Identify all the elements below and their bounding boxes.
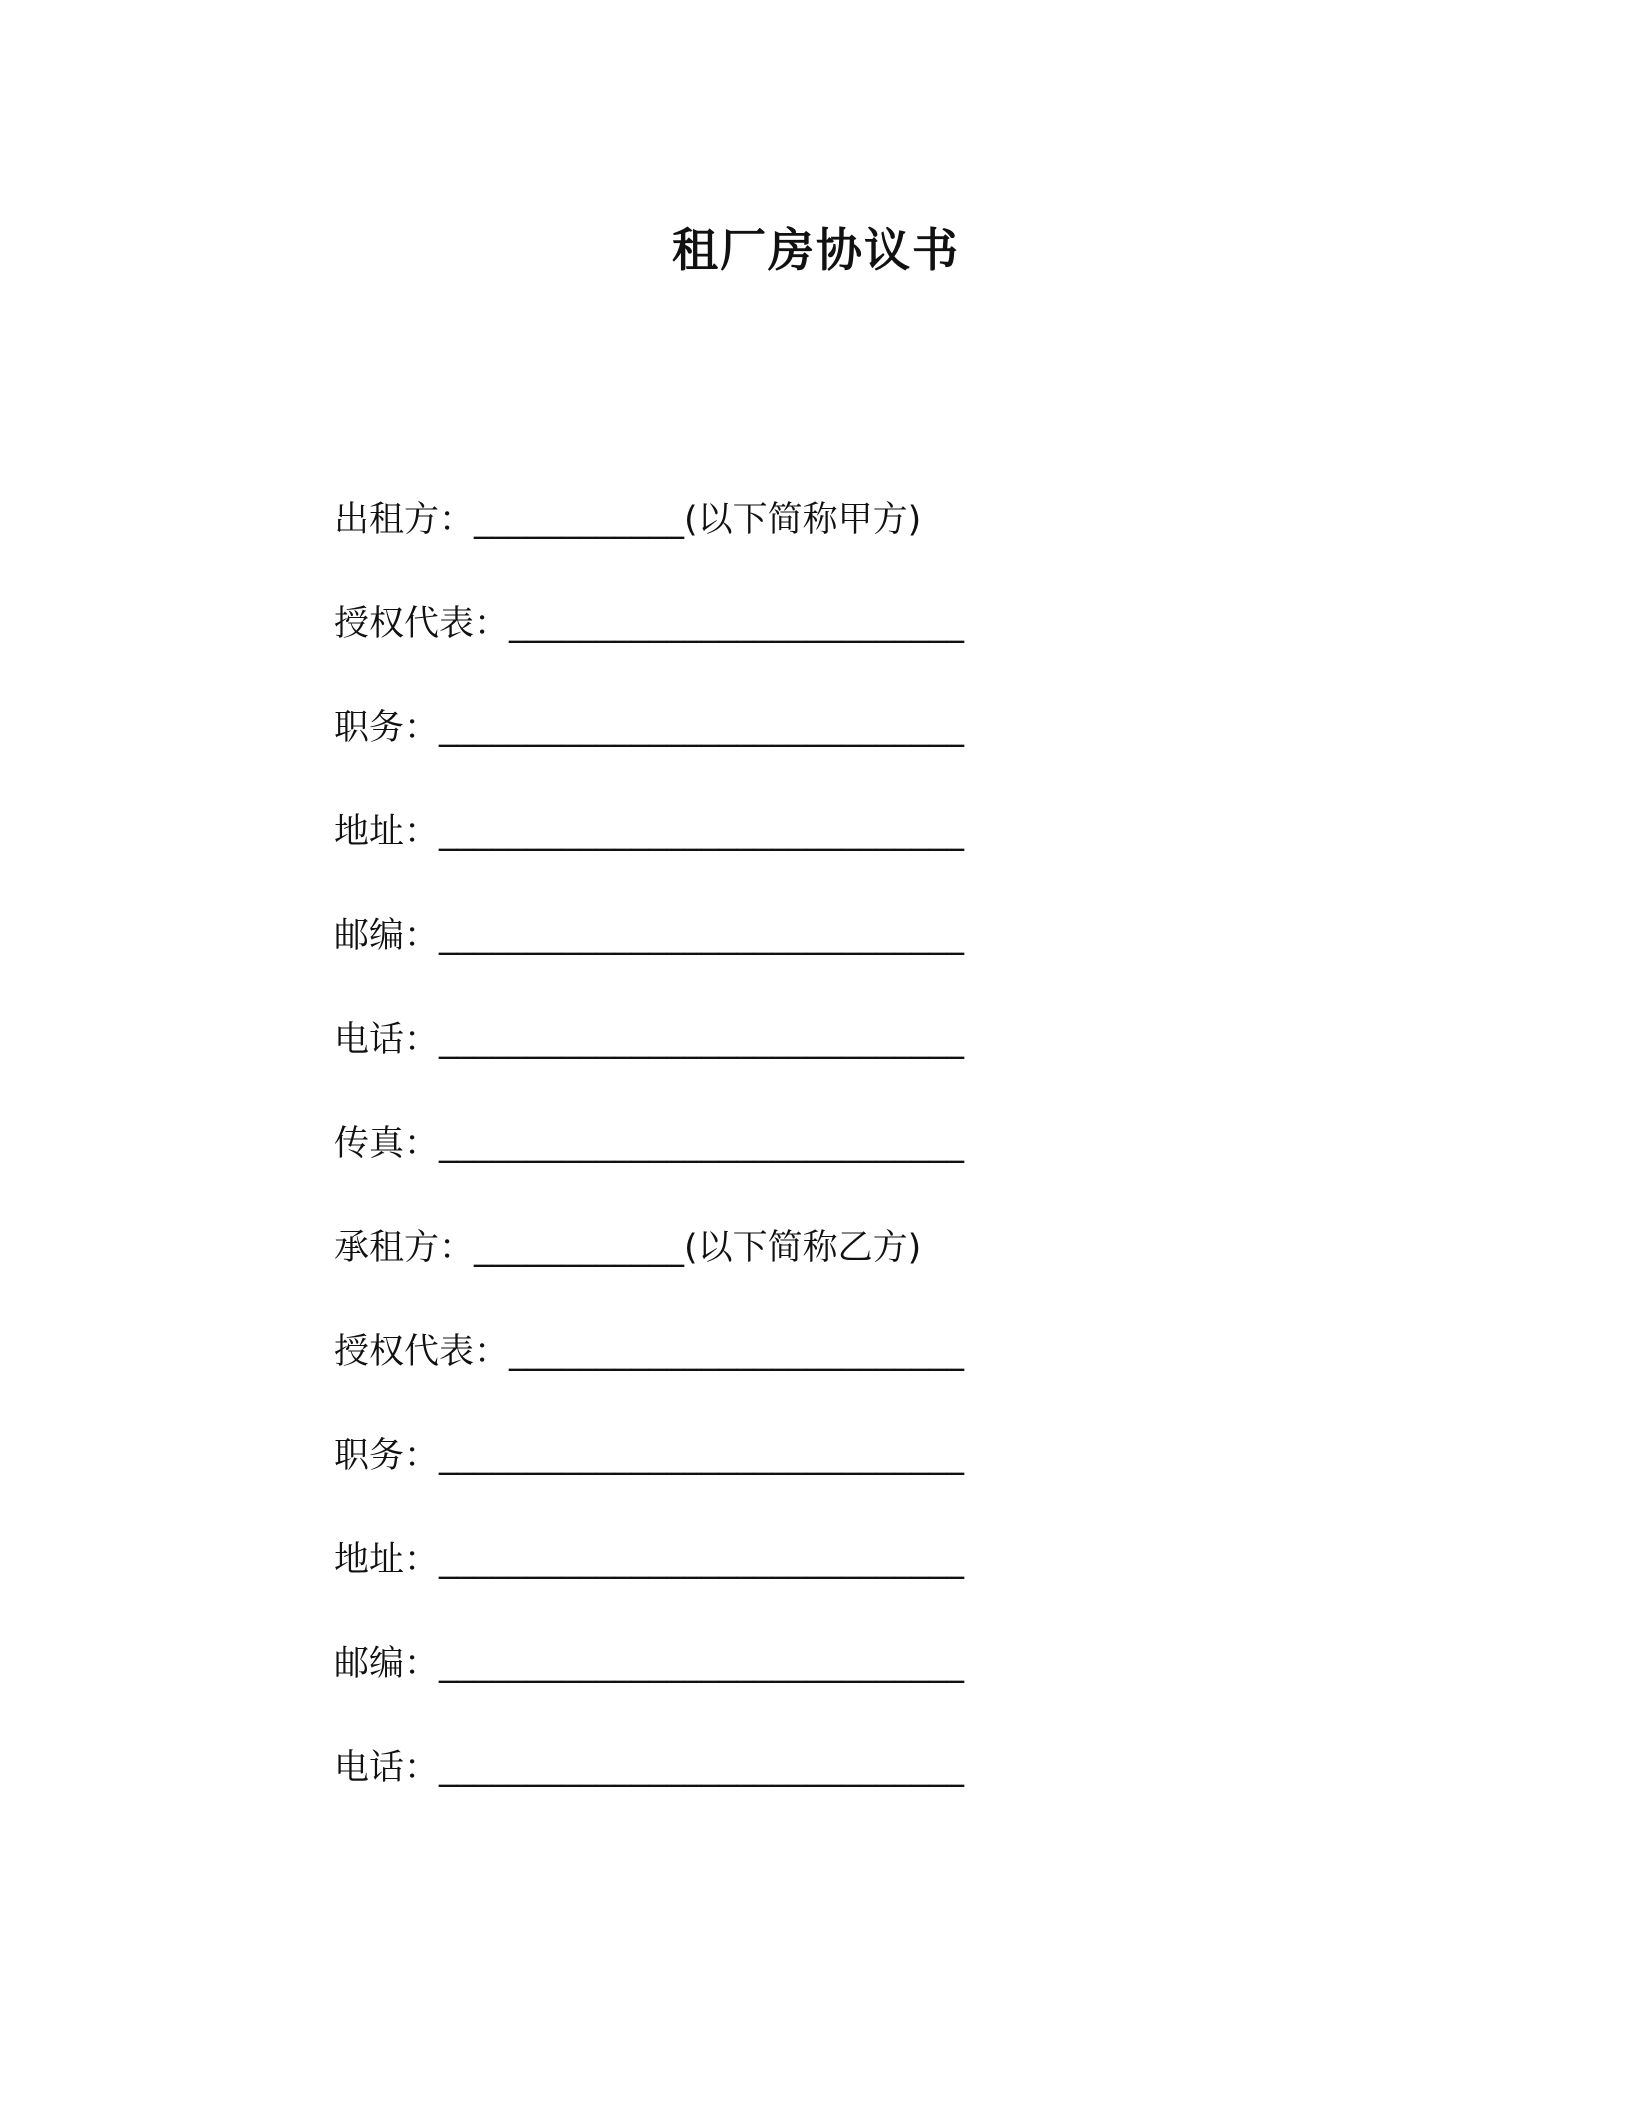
field-label: 承租方： (334, 1228, 475, 1268)
fill-in-blank: ______________________________ (439, 1020, 965, 1060)
field-label: 职务： (334, 708, 440, 748)
field-lessor (334, 490, 1434, 594)
party-info-list (334, 490, 1434, 1842)
fill-in-blank: ______________________________ (439, 708, 965, 748)
field-lessor-address (334, 802, 1434, 906)
field-lessee-position (334, 1426, 1434, 1530)
field-note: (以下简称甲方) (684, 500, 922, 540)
fill-in-blank: ______________________________ (439, 812, 965, 852)
field-label: 电话： (334, 1748, 440, 1788)
fill-in-blank: ______________________________ (439, 1436, 965, 1476)
fill-in-blank: ____________ (474, 1228, 685, 1268)
field-label: 出租方： (334, 500, 475, 540)
field-note: (以下简称乙方) (684, 1228, 922, 1268)
field-label: 地址： (334, 1540, 440, 1580)
field-label: 邮编： (334, 916, 440, 956)
field-lessee-representative (334, 1322, 1434, 1426)
field-lessee-postcode (334, 1634, 1434, 1738)
field-label: 职务： (334, 1436, 440, 1476)
page-title: 租厂房协议书 (672, 223, 960, 277)
field-lessor-postcode (334, 906, 1434, 1010)
field-lessee-address (334, 1530, 1434, 1634)
field-lessee-phone (334, 1738, 1434, 1842)
field-label: 授权代表： (334, 604, 510, 644)
field-lessor-phone (334, 1010, 1434, 1114)
fill-in-blank: ______________________________ (439, 1124, 965, 1164)
field-lessor-position (334, 698, 1434, 802)
fill-in-blank: ______________________________ (439, 1748, 965, 1788)
fill-in-blank: ____________ (474, 500, 685, 540)
fill-in-blank: __________________________ (509, 1332, 965, 1372)
field-lessee (334, 1218, 1434, 1322)
fill-in-blank: ______________________________ (439, 1644, 965, 1684)
fill-in-blank: ______________________________ (439, 916, 965, 956)
field-label: 邮编： (334, 1644, 440, 1684)
field-label: 地址： (334, 812, 440, 852)
field-label: 电话： (334, 1020, 440, 1060)
field-label: 授权代表： (334, 1332, 510, 1372)
field-lessor-representative (334, 594, 1434, 698)
field-label: 传真： (334, 1124, 440, 1164)
field-lessor-fax (334, 1114, 1434, 1218)
fill-in-blank: ______________________________ (439, 1540, 965, 1580)
fill-in-blank: __________________________ (509, 604, 965, 644)
